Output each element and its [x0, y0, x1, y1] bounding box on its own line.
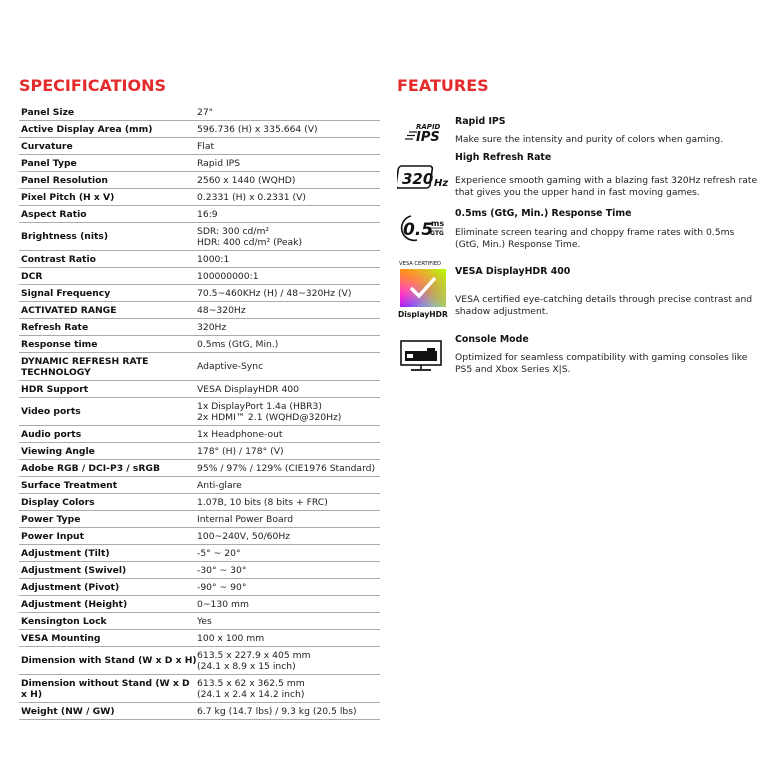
- spec-row: [19, 285, 380, 302]
- spec-label: HDR Support: [21, 383, 89, 395]
- feature-response-time: [397, 208, 759, 264]
- spec-value: 27": [197, 106, 213, 118]
- spec-row: [19, 138, 380, 155]
- feature-description: Optimized for seamless compatibility with gaming consoles like PS5 and Xbox Series X|S.: [455, 352, 748, 375]
- spec-value: Adaptive-Sync: [197, 361, 264, 372]
- 320hz-icon: [397, 164, 449, 214]
- spec-row: [19, 336, 380, 353]
- vesa-displayhdr-icon: [397, 258, 449, 324]
- svg-text:DisplayHDR: DisplayHDR: [398, 310, 448, 319]
- spec-label: Display Colors: [21, 496, 95, 508]
- feature-high-refresh-rate: [397, 152, 759, 208]
- spec-label: Panel Size: [21, 106, 75, 118]
- spec-row: [19, 251, 380, 268]
- spec-value: 95% / 97% / 129% (CIE1976 Standard): [197, 462, 376, 474]
- spec-label: Response time: [21, 338, 98, 350]
- spec-value: 1000:1: [197, 253, 230, 265]
- spec-label: Dimension with Stand (W x D x H): [21, 655, 197, 666]
- feature-console-mode: [397, 334, 759, 384]
- spec-label: Kensington Lock: [21, 615, 107, 627]
- spec-row: [19, 579, 380, 596]
- spec-row: [19, 443, 380, 460]
- spec-row: [19, 528, 380, 545]
- spec-label: ACTIVATED RANGE: [21, 304, 117, 316]
- spec-row: [19, 121, 380, 138]
- spec-row: [19, 353, 380, 381]
- spec-label: Adjustment (Height): [21, 598, 128, 610]
- spec-label: Refresh Rate: [21, 321, 89, 333]
- svg-text:320: 320: [402, 170, 434, 188]
- spec-row: [19, 155, 380, 172]
- feature-title: Console Mode: [455, 334, 529, 345]
- spec-value: -90° ~ 90°: [197, 581, 247, 593]
- spec-row: [19, 630, 380, 647]
- svg-text:Hz: Hz: [434, 178, 449, 189]
- spec-row: [19, 613, 380, 630]
- feature-title: 0.5ms (GtG, Min.) Response Time: [455, 208, 632, 219]
- spec-row: [19, 398, 380, 426]
- spec-value: Flat: [197, 140, 215, 152]
- spec-label: Brightness (nits): [21, 231, 109, 242]
- spec-value: 2560 x 1440 (WQHD): [197, 174, 296, 186]
- spec-value: 1x Headphone-out: [197, 428, 283, 440]
- spec-label: VESA Mounting: [21, 632, 101, 644]
- spec-value: 100 x 100 mm: [197, 632, 265, 644]
- specifications-table: [19, 104, 380, 720]
- spec-value: 596.736 (H) x 335.664 (V): [197, 123, 318, 135]
- spec-row: [19, 206, 380, 223]
- features-heading: FEATURES: [397, 76, 489, 95]
- spec-value: 1x DisplayPort 1.4a (HBR3) 2x HDMI™ 2.1 (WQHD@320Hz): [197, 400, 342, 423]
- spec-label: Pixel Pitch (H x V): [21, 191, 115, 203]
- spec-value: 613.5 x 227.9 x 405 mm (24.1 x 8.9 x 15 inch): [197, 649, 311, 672]
- spec-label: DCR: [21, 270, 43, 282]
- spec-row: [19, 319, 380, 336]
- spec-value: 178° (H) / 178° (V): [197, 445, 284, 457]
- spec-label: Curvature: [21, 140, 73, 152]
- svg-text:0.5: 0.5: [403, 220, 434, 240]
- svg-text:RAPID: RAPID: [416, 123, 441, 131]
- response-time-icon: [397, 210, 449, 260]
- spec-value: 16:9: [197, 208, 218, 220]
- spec-row: [19, 223, 380, 251]
- spec-value: -5° ~ 20°: [197, 547, 241, 559]
- feature-title: Rapid IPS: [455, 116, 506, 127]
- console-mode-icon: [397, 338, 449, 388]
- spec-value: 0~130 mm: [197, 598, 249, 610]
- svg-text:GTG: GTG: [430, 230, 444, 237]
- spec-value: 0.2331 (H) x 0.2331 (V): [197, 191, 306, 203]
- spec-value: 6.7 kg (14.7 lbs) / 9.3 kg (20.5 lbs): [197, 705, 357, 717]
- spec-label: Adobe RGB / DCI-P3 / sRGB: [21, 462, 160, 474]
- spec-row: [19, 172, 380, 189]
- spec-label: Active Display Area (mm): [21, 123, 153, 135]
- spec-label: Power Input: [21, 530, 84, 542]
- spec-value: 100~240V, 50/60Hz: [197, 530, 291, 542]
- spec-label: Contrast Ratio: [21, 253, 96, 265]
- spec-row: [19, 104, 380, 121]
- spec-row: [19, 494, 380, 511]
- spec-row: [19, 189, 380, 206]
- spec-value: 0.5ms (GtG, Min.): [197, 338, 279, 350]
- spec-label: Video ports: [21, 406, 81, 417]
- spec-label: Power Type: [21, 513, 81, 525]
- spec-value: 320Hz: [197, 321, 227, 333]
- spec-label: DYNAMIC REFRESH RATE TECHNOLOGY: [21, 355, 149, 378]
- spec-row: [19, 703, 380, 720]
- feature-vesa-displayhdr: [397, 261, 759, 336]
- svg-text:IPS: IPS: [416, 130, 440, 145]
- spec-label: Adjustment (Pivot): [21, 581, 120, 593]
- spec-value: 613.5 x 62 x 362.5 mm (24.1 x 2.4 x 14.2 inch): [197, 677, 305, 700]
- spec-label: Adjustment (Tilt): [21, 547, 110, 559]
- feature-title: VESA DisplayHDR 400: [455, 266, 571, 277]
- spec-label: Surface Treatment: [21, 479, 118, 491]
- spec-label: Weight (NW / GW): [21, 705, 115, 717]
- spec-row: [19, 477, 380, 494]
- spec-row: [19, 675, 380, 703]
- spec-row: [19, 381, 380, 398]
- spec-value: 100000000:1: [197, 270, 259, 282]
- spec-label: Panel Resolution: [21, 174, 108, 186]
- spec-label: Viewing Angle: [21, 445, 95, 457]
- feature-description: Make sure the intensity and purity of colors when gaming.: [455, 134, 724, 145]
- spec-label: Panel Type: [21, 157, 77, 169]
- spec-value: Yes: [197, 615, 212, 627]
- spec-row: [19, 545, 380, 562]
- spec-row: [19, 302, 380, 319]
- spec-value: Internal Power Board: [197, 513, 294, 525]
- specifications-heading: SPECIFICATIONS: [19, 76, 167, 95]
- spec-value: 48~320Hz: [197, 304, 246, 316]
- spec-label: Aspect Ratio: [21, 208, 87, 220]
- spec-row: [19, 460, 380, 477]
- spec-label: Signal Frequency: [21, 287, 111, 299]
- spec-value: Anti-glare: [197, 479, 242, 491]
- spec-label: Dimension without Stand (W x D x H): [21, 677, 190, 700]
- feature-title: High Refresh Rate: [455, 152, 552, 163]
- spec-value: SDR: 300 cd/m² HDR: 400 cd/m² (Peak): [197, 225, 303, 248]
- feature-rapid-ips: [397, 116, 759, 152]
- spec-row: [19, 562, 380, 579]
- spec-value: VESA DisplayHDR 400: [197, 383, 299, 395]
- feature-description: VESA certified eye-catching details through precise contrast and shadow adjustment.: [455, 294, 753, 317]
- spec-row: [19, 647, 380, 675]
- spec-value: -30° ~ 30°: [197, 564, 247, 576]
- svg-text:VESA CERTIFIED: VESA CERTIFIED: [399, 261, 442, 267]
- feature-description: Experience smooth gaming with a blazing fast 320Hz refresh rate that gives you the upper hand in fast moving games.: [455, 175, 758, 198]
- spec-label: Audio ports: [21, 428, 82, 440]
- spec-row: [19, 426, 380, 443]
- spec-row: [19, 268, 380, 285]
- svg-text:ms: ms: [431, 219, 445, 228]
- spec-label: Adjustment (Swivel): [21, 564, 127, 576]
- feature-description: Eliminate screen tearing and choppy frame rates with 0.5ms (GtG, Min.) Response Time.: [455, 227, 735, 250]
- spec-row: [19, 596, 380, 613]
- spec-value: Rapid IPS: [197, 157, 241, 169]
- spec-value: 70.5~460KHz (H) / 48~320Hz (V): [197, 287, 352, 299]
- spec-value: 1.07B, 10 bits (8 bits + FRC): [197, 496, 328, 508]
- spec-row: [19, 511, 380, 528]
